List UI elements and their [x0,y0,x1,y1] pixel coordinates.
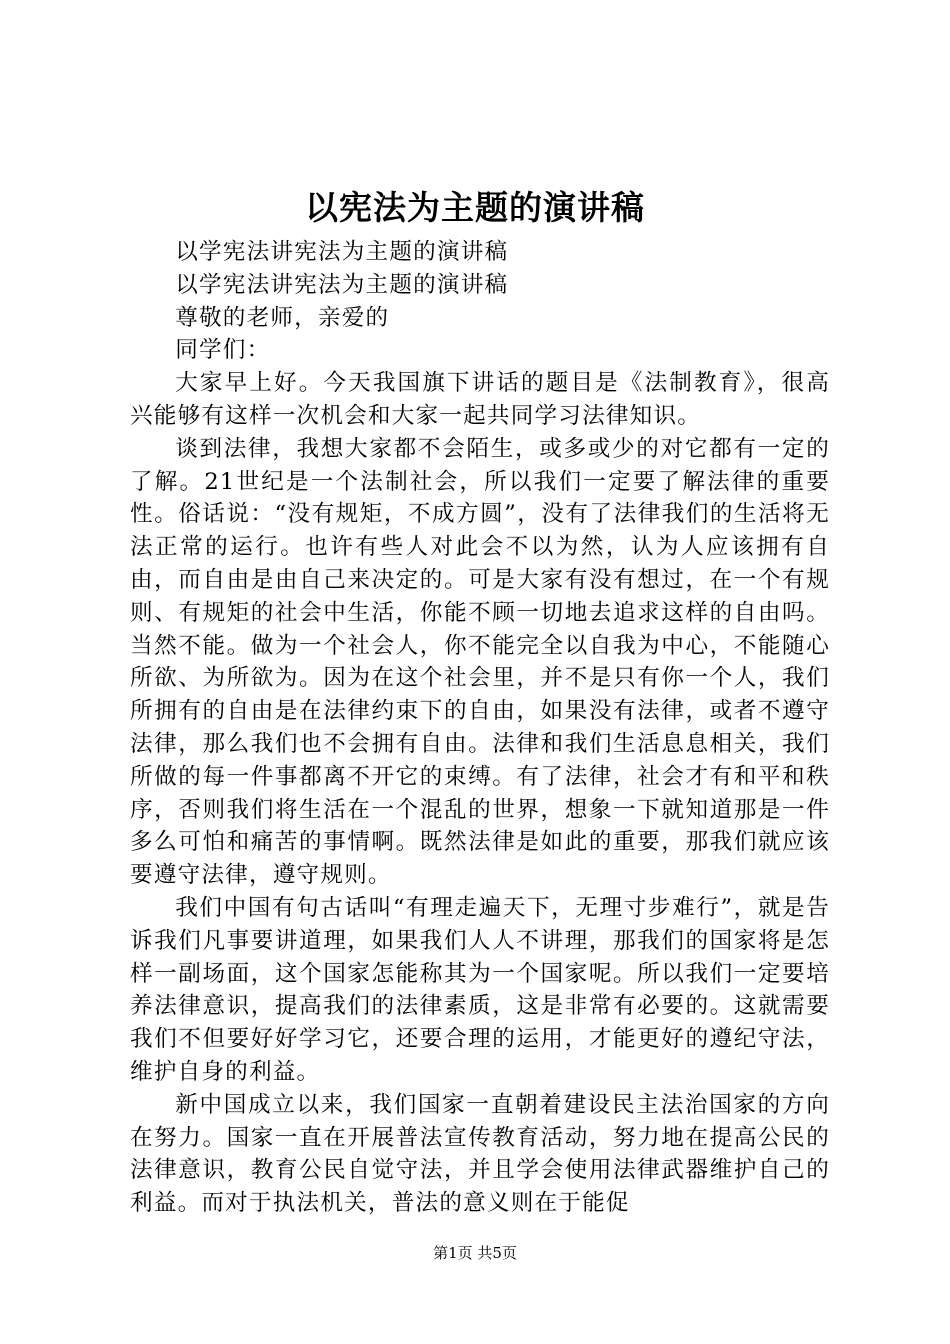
body-paragraph-1: 大家早上好。今天我国旗下讲话的题目是《法制教育》，很高兴能够有这样一次机会和大家一起共同学习法律知识。 [130,370,830,429]
salutation-line-1: 尊敬的老师，亲爱的 [175,304,390,331]
document-body [130,236,830,1220]
subtitle-line-1: 以学宪法讲宪法为主题的演讲稿 [175,239,509,265]
salutation-line-2: 同学们： [175,337,271,364]
body-paragraph-4: 新中国成立以来，我们国家一直朝着建设民主法治国家的方向在努力。国家一直在开展普法宣传教育活动，努力地在提高公民的法律意识，教育公民自觉守法，并且学会使用法律武器维护自己的利益。而对于执法机关，普法的意义则在于能促 [130,1091,830,1217]
document-title: 以宪法为主题的演讲稿 [305,188,645,227]
body-paragraph-3: 我们中国有句古话叫“有理走遍天下，无理寸步难行”，就是告诉我们凡事要讲道理，如果我们人人不讲理，那我们的国家将是怎样一副场面，这个国家怎能称其为一个国家呢。所以我们一定要培养法律意识，提高我们的法律素质，这是非常有必要的。这就需要我们不但要好好学习它，还要合理的运用，才能更好的遵纪守法，维护自身的利益。 [130,894,830,1085]
subtitle-line-2: 以学宪法讲宪法为主题的演讲稿 [175,271,509,298]
body-paragraph-2: 谈到法律，我想大家都不会陌生，或多或少的对它都有一定的了解。21世纪是一个法制社会，所以我们一定要了解法律的重要性。俗话说：“没有规矩，不成方圆”，没有了法律我们的生活将无法正常的运行。也许有些人对此会不以为然，认为人应该拥有自由，而自由是由自己来决定的。可是大家有没有想过，在一个有规则、有规矩的社会中生活，你能不顾一切地去追求这样的自由吗。当然不能。做为一个社会人，你不能完全以自我为中心，不能随心所欲、为所欲为。因为在这个社会里，并不是只有你一个人，我们所拥有的自由是在法律约束下的自由，如果没有法律，或者不遵守法律，那么我们也不会拥有自由。法律和我们生活息息相关，我们所做的每一件事都离不开它的束缚。有了法律，社会才有和平和秩序，否则我们将生活在一个混乱的世界，想象一下就知道那是一件多么可怕和痛苦的事情啊。既然法律是如此的重要，那我们就应该要遵守法律，遵守规则。 [130,435,830,889]
page-footer: 第1页 共5页 [433,1244,517,1262]
